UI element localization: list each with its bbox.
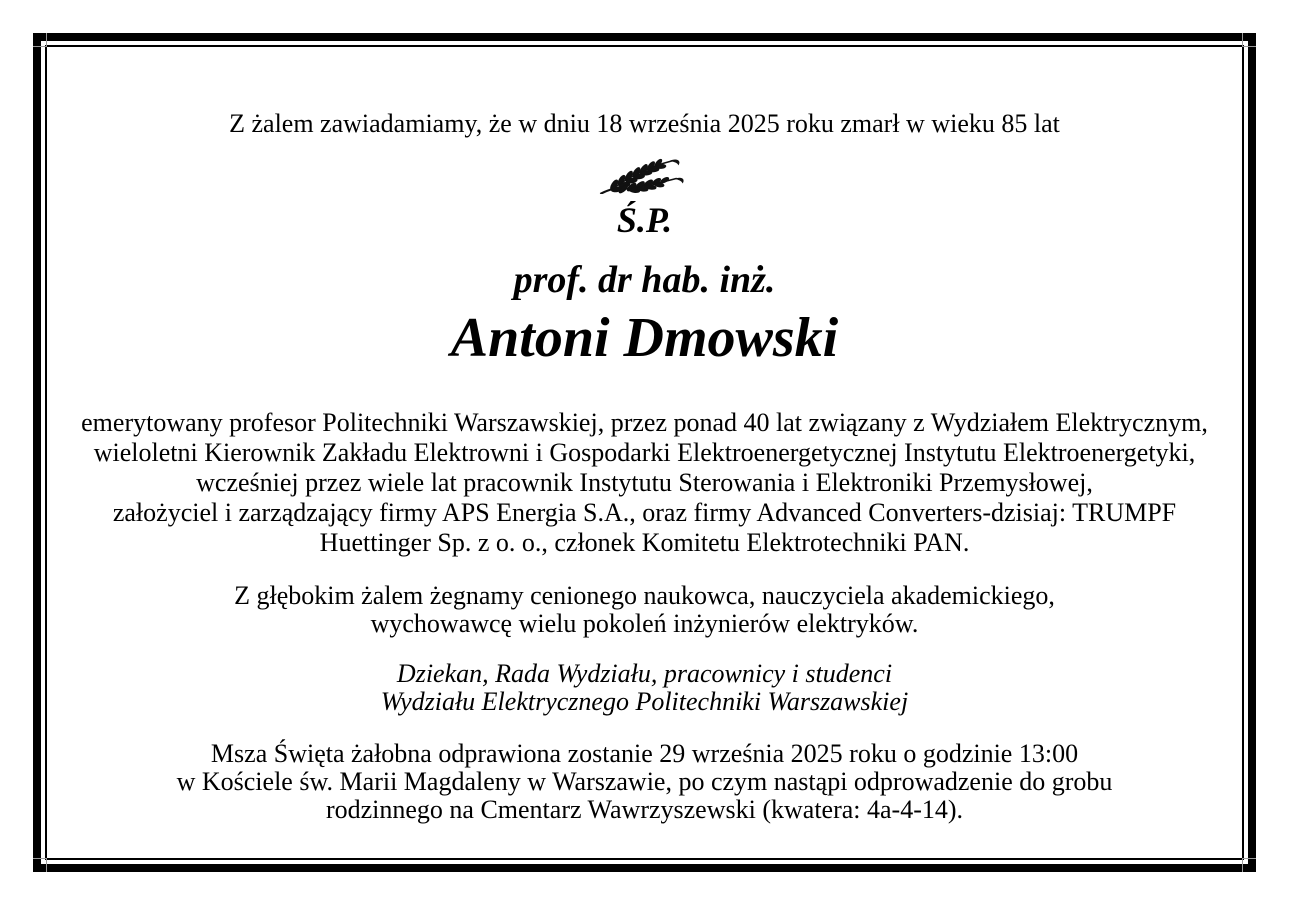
honorific: Ś.P. bbox=[616, 200, 673, 240]
icon-row bbox=[47, 148, 1242, 194]
wheat-ear-icon bbox=[597, 148, 692, 194]
farewell-paragraph bbox=[47, 582, 1242, 638]
farewell-line: Z głębokim żalem żegnamy cenionego naukowca, nauczyciela akademickiego, bbox=[234, 581, 1055, 610]
corner-tick bbox=[33, 858, 47, 859]
bio-line: Huettinger Sp. z o. o., członek Komitetu Elektrotechniki PAN. bbox=[319, 528, 970, 557]
ceremony-paragraph bbox=[47, 740, 1242, 824]
academic-titles: prof. dr hab. inż. bbox=[513, 259, 776, 301]
ceremony-line: rodzinnego na Cmentarz Wawrzyszewski (kwatera: 4a-4-14). bbox=[325, 795, 964, 824]
bio-paragraph bbox=[47, 408, 1242, 558]
corner-tick bbox=[1242, 46, 1256, 47]
corner-tick bbox=[46, 33, 47, 47]
signature-line: Wydziału Elektrycznego Politechniki Warszawskiej bbox=[380, 687, 909, 716]
farewell-line: wychowawcę wielu pokoleń inżynierów elektryków. bbox=[370, 609, 919, 638]
corner-tick bbox=[1242, 858, 1256, 859]
bio-line: wcześniej przez wiele lat pracownik Instytutu Sterowania i Elektroniki Przemysłowej, bbox=[196, 468, 1093, 497]
notice-content bbox=[47, 47, 1242, 858]
corner-tick bbox=[33, 46, 47, 47]
signature-line: Dziekan, Rada Wydziału, pracownicy i studenci bbox=[396, 659, 893, 688]
ceremony-line: w Kościele św. Marii Magdaleny w Warszawie, po czym nastąpi odprowadzenie do grobu bbox=[176, 767, 1113, 796]
corner-tick bbox=[1242, 858, 1243, 872]
bio-line: wieloletni Kierownik Zakładu Elektrowni i Gospodarki Elektroenergetycznej Instytutu Elektroenergetyki, bbox=[93, 438, 1196, 467]
ceremony-line: Msza Święta żałobna odprawiona zostanie 29 września 2025 roku o godzinie 13:00 bbox=[210, 739, 1079, 768]
intro-line: Z żalem zawiadamiamy, że w dniu 18 września 2025 roku zmarł w wieku 85 lat bbox=[229, 109, 1060, 138]
signature-paragraph bbox=[47, 660, 1242, 716]
corner-tick bbox=[46, 858, 47, 872]
bio-line: założyciel i zarządzający firmy APS Energia S.A., oraz firmy Advanced Converters-dzisiaj: TRUMPF bbox=[112, 498, 1177, 527]
bio-line: emerytowany profesor Politechniki Warszawskiej, przez ponad 40 lat związany z Wydziałem Elektrycznym, bbox=[81, 408, 1208, 437]
deceased-name: Antoni Dmowski bbox=[450, 307, 839, 369]
corner-tick bbox=[1242, 33, 1243, 47]
